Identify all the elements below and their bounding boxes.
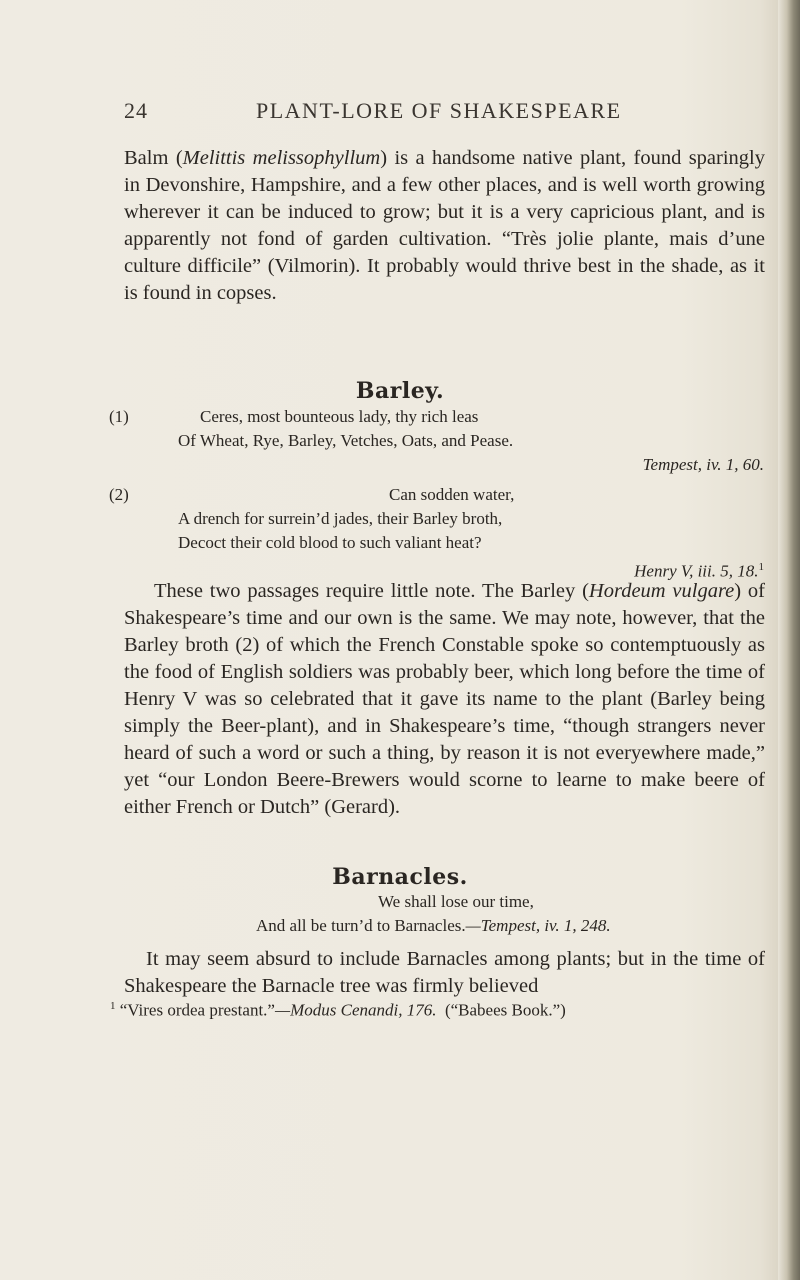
quote-line: A drench for surrein’d jades, their Barley broth, [178, 509, 503, 528]
page-number: 24 [124, 98, 148, 123]
quote-number: (1) [109, 407, 129, 426]
quote-line: Of Wheat, Rye, Barley, Vetches, Oats, and Pease. [178, 431, 514, 450]
balm-section [124, 145, 765, 307]
quote-citation: Henry V, iii. 5, 18.$^1$ [634, 561, 764, 581]
quote-line: Ceres, most bounteous lady, thy rich leas [200, 407, 479, 426]
quote-line: We shall lose our time, [378, 892, 534, 911]
page-edge [778, 0, 800, 1280]
footnote-source: —Modus Cenandi, 176. [274, 1000, 437, 1020]
quote-number: (2) [109, 485, 129, 504]
quote-citation: —Tempest, iv. 1, 248. [465, 916, 611, 935]
quote-citation: Tempest, iv. 1, 60. [642, 455, 764, 474]
footnote-reference: (“Babees Book.”) [444, 1000, 566, 1020]
footnote-quote: “Vires ordea prestant.” [119, 1000, 275, 1020]
footnote [110, 1000, 770, 1021]
quote-line: Decoct their cold blood to such valiant heat? [178, 533, 482, 552]
barley-latin-name: Hordeum vulgare [588, 580, 735, 602]
balm-latin-name: Melittis melissophyllum [182, 147, 381, 169]
barley-heading: Barley. [355, 378, 445, 404]
footnote-number: 1 [110, 1000, 116, 1012]
barley-paragraph: These two passages require little note. The Barley (Hordeum vulgare) of Shakespeare’s time and our own is the same. We may note, however, that the Barley broth (2) of which the French Constable spoke so contemptuously as the food of English soldiers was probably beer, which long before the time of Henry V was so celebrated that it gave its name to the plant (Barley being simply the Beer-plant), and in Shakespeare’s time, “though strangers never heard of such a word or such a thing, by reason it is not everyewhere made,” yet “our London Beere-Brewers would scorne to learne to make beere of either French or Dutch” (Gerard). [124, 580, 765, 818]
barley-commentary [124, 578, 765, 821]
barnacles-section [124, 946, 765, 1000]
barnacles-paragraph: It may seem absurd to include Barnacles among plants; but in the time of Shakespeare the Barnacle tree was firmly believed [124, 948, 765, 997]
balm-paragraph: Balm (Melittis melissophyllum) is a handsome native plant, found sparingly in Devonshire, Hampshire, and a few other places, and is well worth growing wherever it can be induced to grow; but it is a very capricious plant, and is apparently not fond of garden cultivation. “Très jolie plante, mais d’une culture difficile” (Vilmorin). It probably would thrive best in the shade, as it is found in copses. [124, 147, 765, 304]
footnote-marker: 1 [758, 561, 764, 573]
running-title: PLANT-LORE OF SHAKESPEARE [256, 98, 622, 123]
barnacles-heading: Barnacles. [332, 864, 468, 890]
quote-line: And all be turn’d to Barnacles.—Tempest, iv. 1, 248. [256, 916, 611, 935]
quote-line: Can sodden water, [389, 485, 515, 504]
